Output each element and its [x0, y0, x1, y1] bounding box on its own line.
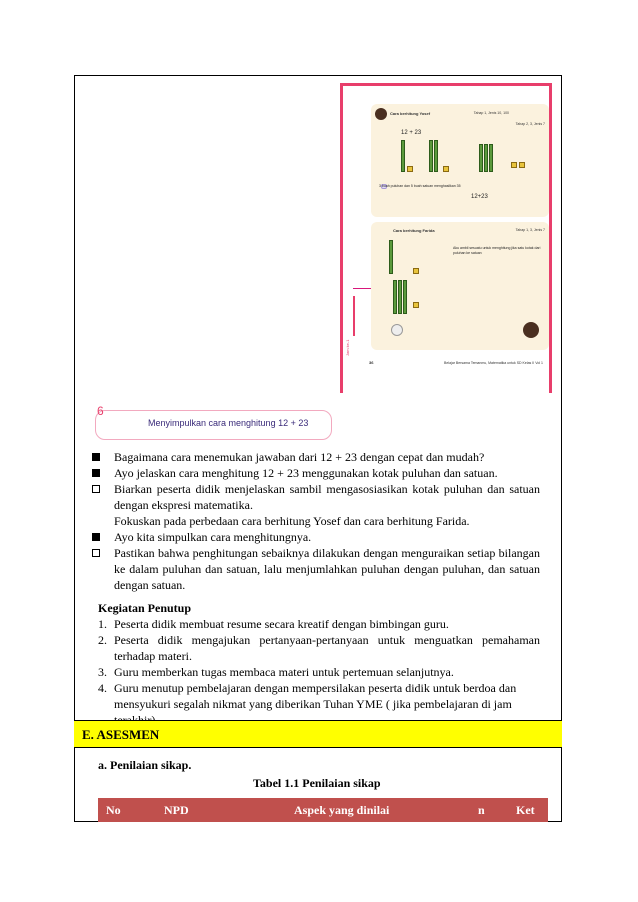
ten-rod — [398, 280, 402, 314]
yosef-sum: 12+23 — [471, 194, 488, 200]
asesmen-title: E. ASESMEN — [82, 727, 160, 742]
unit-cube — [511, 162, 517, 168]
hollow-square-icon — [92, 549, 100, 557]
farida-panel — [371, 222, 549, 350]
bullet-item: Fokuskan pada perbedaan cara berhitung Yosef dan cara berhitung Farida. — [114, 514, 470, 528]
ten-rod — [393, 280, 397, 314]
farida-text: Aku ambil sesuatu untuk menghitung jika satu kotak dari puluhan ke satuan — [453, 246, 541, 255]
yosef-step-2: Tahap 2, 3, Jenis 7 — [515, 122, 545, 126]
hollow-square-icon — [92, 485, 100, 493]
bullet-item: Pastikan bahwa penghitungan sebaiknya dilakukan dengan menguraikan setiap bilangan ke dalam puluhan dan satuan, lalu menjumlahkan puluhan dengan puluhan, dan satuan dengan satuan. — [92, 545, 540, 593]
col-npd: NPD — [164, 803, 189, 817]
step-number: 6 — [97, 404, 104, 418]
ten-rod — [389, 240, 393, 274]
unit-cube — [413, 268, 419, 274]
yosef-numbers: 12 + 23 — [401, 130, 422, 136]
unit-cube — [519, 162, 525, 168]
penutup-title: Kegiatan Penutup — [98, 601, 192, 615]
step-banner — [95, 410, 332, 440]
filled-square-icon — [92, 469, 100, 477]
farida-step: Tahap 1, 3, Jenis 7 — [515, 228, 545, 232]
penutup-item: 4. Guru menutup pembelajaran dengan mempersilakan peserta didik untuk berdoa dan mensyukuri segalah nikmat yang diberikan Tuhan YME ( jika pembelajaran di jam — [98, 681, 517, 711]
yosef-sentence: 3 buah puluhan dan 5 buah satuan menghasilkan 35 — [379, 184, 461, 188]
penutup-item: 3. Guru memberkan tugas membaca materi untuk pertemuan selanjutnya. — [98, 665, 454, 679]
yosef-avatar — [375, 108, 387, 120]
bullet-item: Ayo kita simpulkan cara menghitungnya. — [92, 529, 540, 545]
yosef-panel — [371, 104, 549, 217]
table-title: Tabel 1.1 Penilaian sikap — [253, 776, 381, 790]
unit-cube — [413, 302, 419, 308]
asesmen-header — [74, 720, 562, 748]
book-footer: Belajar Bersama Temanmu, Matematika untuk SD Kelas II Vol 1 — [444, 361, 543, 365]
penutup-item: 2. Peserta didik mengajukan pertanyaan-pertanyaan untuk menguatkan pemahaman terhadap materi. — [98, 633, 540, 663]
ten-rod — [489, 144, 493, 172]
unit-cube — [407, 166, 413, 172]
col-no: No — [106, 803, 121, 817]
ten-rod — [484, 144, 488, 172]
col-aspek: Aspek yang dinilai — [294, 803, 390, 817]
side-label: Jam ke-1 — [345, 339, 350, 356]
book-page-number: 36 — [369, 360, 374, 365]
ten-rod — [479, 144, 483, 172]
yosef-step: Tahap 1, Jenis 10, 100 — [473, 111, 509, 115]
filled-square-icon — [92, 533, 100, 541]
farida-header: Cara berhitung Farida — [393, 228, 435, 233]
filled-square-icon — [92, 453, 100, 461]
unit-cube — [443, 166, 449, 172]
penutup-item: 1. Peserta didik membuat resume secara kreatif dengan bimbingan guru. — [98, 617, 449, 631]
bullet-item: Bagaimana cara menemukan jawaban dari 12 + 23 dengan cepat dan mudah? — [92, 449, 540, 465]
ten-rod — [403, 280, 407, 314]
table-header-row — [98, 798, 548, 822]
side-bar — [353, 296, 355, 336]
ten-rod — [401, 140, 405, 172]
ten-rod — [429, 140, 433, 172]
col-n: n — [478, 803, 485, 817]
yosef-header: Cara berhitung Yosef — [390, 111, 431, 116]
step-label: Menyimpulkan cara menghitung 12 + 23 — [148, 418, 309, 428]
bullet-item: Ayo jelaskan cara menghitung 12 + 23 menggunakan kotak puluhan dan satuan. — [92, 465, 540, 481]
textbook-image — [340, 83, 552, 393]
ten-rod — [434, 140, 438, 172]
asesmen-subtitle: a. Penilaian sikap. — [98, 758, 192, 772]
child-avatar — [523, 322, 539, 338]
child-avatar — [391, 324, 403, 336]
bullet-item: Biarkan peserta didik menjelaskan sambil mengasosiasikan kotak puluhan dan satuan dengan ekspresi matematika. — [92, 481, 540, 513]
col-ket: Ket — [516, 803, 535, 817]
